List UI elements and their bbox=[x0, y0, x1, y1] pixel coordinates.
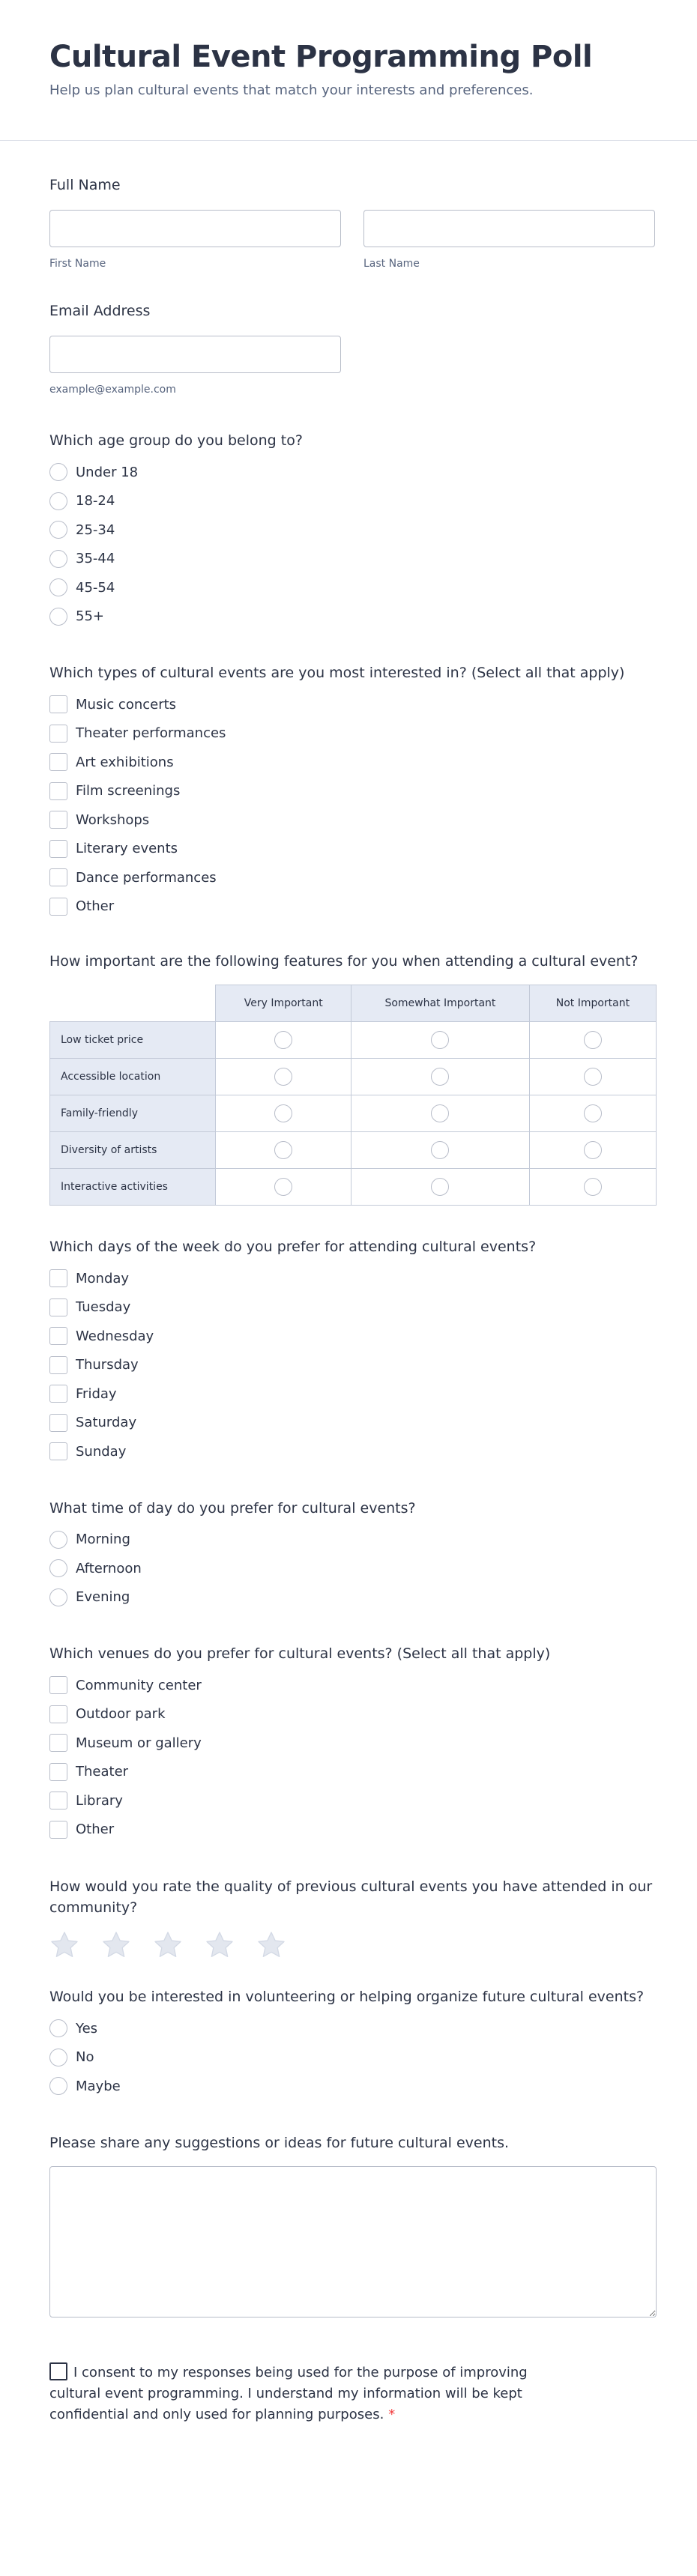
age-group-option-label: 25-34 bbox=[76, 521, 115, 538]
matrix-radio[interactable] bbox=[274, 1104, 292, 1122]
matrix-radio[interactable] bbox=[584, 1178, 602, 1196]
matrix-cell[interactable] bbox=[529, 1095, 656, 1132]
venue-option[interactable] bbox=[49, 1786, 648, 1815]
matrix-cell[interactable] bbox=[351, 1095, 529, 1132]
day-option-label: Tuesday bbox=[76, 1299, 131, 1316]
matrix-radio[interactable] bbox=[584, 1068, 602, 1086]
event-type-option-label: Art exhibitions bbox=[76, 754, 174, 770]
time-of-day-option-label: Morning bbox=[76, 1532, 130, 1548]
venue-option[interactable] bbox=[49, 1729, 648, 1758]
matrix-header-row bbox=[50, 985, 657, 1022]
day-option[interactable] bbox=[49, 1293, 648, 1322]
day-option-label: Monday bbox=[76, 1270, 130, 1287]
matrix-radio[interactable] bbox=[274, 1141, 292, 1159]
matrix-column-header: Very Important bbox=[216, 985, 351, 1022]
venue-option-label: Community center bbox=[76, 1677, 202, 1693]
venue-option-label: Museum or gallery bbox=[76, 1735, 202, 1751]
event-type-option-label: Other bbox=[76, 898, 115, 915]
event-types-options bbox=[49, 690, 648, 921]
volunteer-radio[interactable] bbox=[49, 2049, 67, 2066]
consent-label[interactable] bbox=[49, 2362, 574, 2425]
age-group-label: Which age group do you belong to? bbox=[49, 432, 303, 449]
volunteer-option-label: No bbox=[76, 2049, 94, 2066]
venue-option[interactable] bbox=[49, 1758, 648, 1787]
event-type-option-label: Dance performances bbox=[76, 869, 217, 886]
venue-option-label: Theater bbox=[76, 1764, 129, 1780]
rating-question bbox=[49, 1876, 653, 1960]
volunteer-question bbox=[49, 1989, 648, 2101]
event-type-option[interactable] bbox=[49, 863, 648, 892]
matrix-radio[interactable] bbox=[584, 1141, 602, 1159]
age-group-radio[interactable] bbox=[49, 492, 67, 510]
event-type-checkbox[interactable] bbox=[49, 898, 67, 916]
day-option-label: Wednesday bbox=[76, 1328, 154, 1344]
event-type-checkbox[interactable] bbox=[49, 695, 67, 713]
first-name-sublabel: First Name bbox=[49, 258, 106, 270]
event-type-option-label: Music concerts bbox=[76, 696, 177, 713]
day-option[interactable] bbox=[49, 1264, 648, 1293]
volunteer-option[interactable] bbox=[49, 2072, 648, 2101]
matrix-radio[interactable] bbox=[431, 1141, 449, 1159]
age-group-option[interactable] bbox=[49, 573, 648, 602]
days-options bbox=[49, 1264, 648, 1466]
day-option[interactable] bbox=[49, 1409, 648, 1438]
full-name-field bbox=[49, 177, 648, 270]
event-type-checkbox[interactable] bbox=[49, 725, 67, 743]
first-name-input[interactable] bbox=[49, 210, 341, 247]
features-matrix bbox=[49, 985, 657, 1206]
time-of-day-label: What time of day do you prefer for cultural events? bbox=[49, 1499, 416, 1517]
volunteer-options bbox=[49, 2014, 648, 2101]
day-option-label: Friday bbox=[76, 1385, 117, 1402]
star-rating bbox=[49, 1930, 648, 1960]
page-title: Cultural Event Programming Poll bbox=[49, 40, 593, 74]
time-of-day-radio[interactable] bbox=[49, 1588, 67, 1606]
days-question bbox=[49, 1239, 648, 1466]
age-group-radio[interactable] bbox=[49, 608, 67, 626]
matrix-cell[interactable] bbox=[351, 1132, 529, 1169]
last-name-sublabel: Last Name bbox=[363, 258, 420, 270]
venue-option-label: Outdoor park bbox=[76, 1706, 166, 1723]
age-group-radio[interactable] bbox=[49, 463, 67, 481]
day-checkbox[interactable] bbox=[49, 1356, 67, 1374]
event-types-label: Which types of cultural events are you most interested in? (Select all that apply) bbox=[49, 665, 625, 681]
matrix-column-header: Not Important bbox=[529, 985, 656, 1022]
day-checkbox[interactable] bbox=[49, 1327, 67, 1345]
suggestions-textarea[interactable] bbox=[49, 2166, 657, 2318]
event-type-checkbox[interactable] bbox=[49, 782, 67, 800]
age-group-option[interactable] bbox=[49, 458, 648, 487]
time-of-day-option[interactable] bbox=[49, 1554, 648, 1583]
day-option-label: Saturday bbox=[76, 1415, 137, 1431]
day-option[interactable] bbox=[49, 1437, 648, 1466]
age-group-options bbox=[49, 458, 648, 631]
event-type-option[interactable] bbox=[49, 748, 648, 777]
time-of-day-option[interactable] bbox=[49, 1526, 648, 1555]
features-label: How important are the following features for you when attending a cultural event? bbox=[49, 953, 639, 970]
matrix-row bbox=[50, 1022, 657, 1059]
rating-label: How would you rate the quality of previous cultural events you have attended in our community? bbox=[49, 1878, 653, 1916]
age-group-radio[interactable] bbox=[49, 521, 67, 539]
poll-form bbox=[0, 177, 697, 2425]
matrix-radio[interactable] bbox=[431, 1068, 449, 1086]
day-option[interactable] bbox=[49, 1351, 648, 1380]
age-group-option[interactable] bbox=[49, 602, 648, 632]
matrix-radio[interactable] bbox=[431, 1104, 449, 1122]
day-option[interactable] bbox=[49, 1322, 648, 1351]
age-group-option[interactable] bbox=[49, 487, 648, 516]
time-of-day-option-label: Evening bbox=[76, 1589, 130, 1606]
matrix-radio[interactable] bbox=[274, 1178, 292, 1196]
volunteer-option[interactable] bbox=[49, 2014, 648, 2043]
matrix-corner bbox=[50, 985, 216, 1022]
event-type-option-label: Theater performances bbox=[76, 725, 226, 742]
matrix-cell[interactable] bbox=[529, 1059, 656, 1095]
age-group-question bbox=[49, 432, 648, 631]
matrix-cell[interactable] bbox=[351, 1169, 529, 1206]
venue-checkbox[interactable] bbox=[49, 1792, 67, 1809]
age-group-option-label: Under 18 bbox=[76, 464, 139, 480]
consent-text: I consent to my responses being used for the purpose of improving cultural event programming. I understand my information will be kept confidential and only used for planning purposes. bbox=[49, 2364, 528, 2422]
email-input[interactable] bbox=[49, 336, 341, 373]
email-label: Email Address bbox=[49, 303, 151, 319]
volunteer-label: Would you be interested in volunteering or helping organize future cultural events? bbox=[49, 1989, 645, 2005]
day-checkbox[interactable] bbox=[49, 1269, 67, 1287]
event-type-option-label: Literary events bbox=[76, 841, 178, 857]
matrix-radio[interactable] bbox=[431, 1178, 449, 1196]
matrix-cell[interactable] bbox=[351, 1059, 529, 1095]
time-of-day-question bbox=[49, 1500, 648, 1612]
matrix-radio[interactable] bbox=[431, 1031, 449, 1049]
matrix-row bbox=[50, 1059, 657, 1095]
matrix-row-label: Accessible location bbox=[50, 1059, 216, 1095]
day-option-label: Thursday bbox=[76, 1357, 139, 1373]
venue-option[interactable] bbox=[49, 1815, 648, 1845]
matrix-row bbox=[50, 1132, 657, 1169]
venue-option-label: Library bbox=[76, 1792, 123, 1809]
venue-checkbox[interactable] bbox=[49, 1734, 67, 1752]
star-icon[interactable] bbox=[101, 1930, 131, 1960]
consent-field bbox=[49, 2362, 648, 2425]
suggestions-question bbox=[49, 2135, 648, 2318]
age-group-radio[interactable] bbox=[49, 578, 67, 596]
age-group-option[interactable] bbox=[49, 515, 648, 545]
email-field bbox=[49, 303, 648, 396]
age-group-radio[interactable] bbox=[49, 550, 67, 568]
matrix-radio[interactable] bbox=[274, 1031, 292, 1049]
venue-option-label: Other bbox=[76, 1821, 115, 1838]
day-checkbox[interactable] bbox=[49, 1385, 67, 1403]
matrix-radio[interactable] bbox=[274, 1068, 292, 1086]
required-mark: * bbox=[388, 2406, 396, 2422]
age-group-option-label: 18-24 bbox=[76, 493, 115, 510]
venue-checkbox[interactable] bbox=[49, 1821, 67, 1839]
consent-checkbox[interactable] bbox=[49, 2362, 67, 2380]
matrix-row-label: Low ticket price bbox=[50, 1022, 216, 1059]
full-name-label: Full Name bbox=[49, 177, 121, 193]
event-type-option[interactable] bbox=[49, 777, 648, 806]
venues-label: Which venues do you prefer for cultural events? (Select all that apply) bbox=[49, 1645, 551, 1662]
matrix-radio[interactable] bbox=[584, 1104, 602, 1122]
volunteer-option[interactable] bbox=[49, 2043, 648, 2072]
venue-checkbox[interactable] bbox=[49, 1763, 67, 1781]
matrix-cell[interactable] bbox=[216, 1095, 351, 1132]
star-icon[interactable] bbox=[256, 1930, 286, 1960]
age-group-option-label: 55+ bbox=[76, 608, 104, 625]
age-group-option-label: 35-44 bbox=[76, 551, 115, 567]
age-group-option-label: 45-54 bbox=[76, 579, 115, 596]
star-icon[interactable] bbox=[205, 1930, 235, 1960]
venue-checkbox[interactable] bbox=[49, 1676, 67, 1694]
venues-options bbox=[49, 1671, 648, 1844]
event-type-option[interactable] bbox=[49, 892, 648, 922]
time-of-day-radio[interactable] bbox=[49, 1559, 67, 1577]
matrix-cell[interactable] bbox=[216, 1059, 351, 1095]
star-icon[interactable] bbox=[153, 1930, 183, 1960]
event-type-option[interactable] bbox=[49, 805, 648, 835]
day-checkbox[interactable] bbox=[49, 1442, 67, 1460]
matrix-cell[interactable] bbox=[216, 1169, 351, 1206]
matrix-cell[interactable] bbox=[529, 1132, 656, 1169]
matrix-cell[interactable] bbox=[216, 1132, 351, 1169]
matrix-radio[interactable] bbox=[584, 1031, 602, 1049]
event-type-option-label: Workshops bbox=[76, 811, 150, 828]
event-type-checkbox[interactable] bbox=[49, 840, 67, 858]
matrix-row bbox=[50, 1169, 657, 1206]
event-type-option[interactable] bbox=[49, 719, 648, 749]
matrix-row-label: Family-friendly bbox=[50, 1095, 216, 1132]
matrix-cell[interactable] bbox=[351, 1022, 529, 1059]
volunteer-option-label: Maybe bbox=[76, 2078, 121, 2094]
matrix-row-label: Diversity of artists bbox=[50, 1132, 216, 1169]
volunteer-radio[interactable] bbox=[49, 2019, 67, 2037]
email-sublabel: example@example.com bbox=[49, 384, 176, 396]
time-of-day-option-label: Afternoon bbox=[76, 1560, 142, 1576]
venue-option[interactable] bbox=[49, 1671, 648, 1700]
star-icon[interactable] bbox=[49, 1930, 79, 1960]
event-type-checkbox[interactable] bbox=[49, 868, 67, 886]
age-group-option[interactable] bbox=[49, 545, 648, 574]
features-question bbox=[49, 953, 648, 1206]
venues-question bbox=[49, 1645, 648, 1844]
matrix-cell[interactable] bbox=[529, 1022, 656, 1059]
time-of-day-options bbox=[49, 1526, 648, 1612]
event-type-option-label: Film screenings bbox=[76, 783, 181, 799]
suggestions-label: Please share any suggestions or ideas for future cultural events. bbox=[49, 2134, 510, 2151]
matrix-column-header: Somewhat Important bbox=[351, 985, 529, 1022]
matrix-cell[interactable] bbox=[216, 1022, 351, 1059]
volunteer-radio[interactable] bbox=[49, 2077, 67, 2095]
venue-checkbox[interactable] bbox=[49, 1705, 67, 1723]
page-subtitle: Help us plan cultural events that match your interests and preferences. bbox=[49, 82, 534, 98]
days-label: Which days of the week do you prefer for attending cultural events? bbox=[49, 1239, 537, 1255]
last-name-input[interactable] bbox=[363, 210, 655, 247]
event-type-option[interactable] bbox=[49, 690, 648, 719]
day-checkbox[interactable] bbox=[49, 1414, 67, 1432]
venue-option[interactable] bbox=[49, 1700, 648, 1729]
day-option[interactable] bbox=[49, 1379, 648, 1409]
event-type-option[interactable] bbox=[49, 835, 648, 864]
day-checkbox[interactable] bbox=[49, 1298, 67, 1316]
matrix-cell[interactable] bbox=[529, 1169, 656, 1206]
event-type-checkbox[interactable] bbox=[49, 753, 67, 771]
time-of-day-option[interactable] bbox=[49, 1583, 648, 1612]
volunteer-option-label: Yes bbox=[76, 2020, 98, 2037]
matrix-row-label: Interactive activities bbox=[50, 1169, 216, 1206]
matrix-row bbox=[50, 1095, 657, 1132]
time-of-day-radio[interactable] bbox=[49, 1531, 67, 1549]
form-header bbox=[0, 0, 697, 141]
event-types-question bbox=[49, 665, 648, 921]
event-type-checkbox[interactable] bbox=[49, 811, 67, 829]
day-option-label: Sunday bbox=[76, 1443, 127, 1460]
